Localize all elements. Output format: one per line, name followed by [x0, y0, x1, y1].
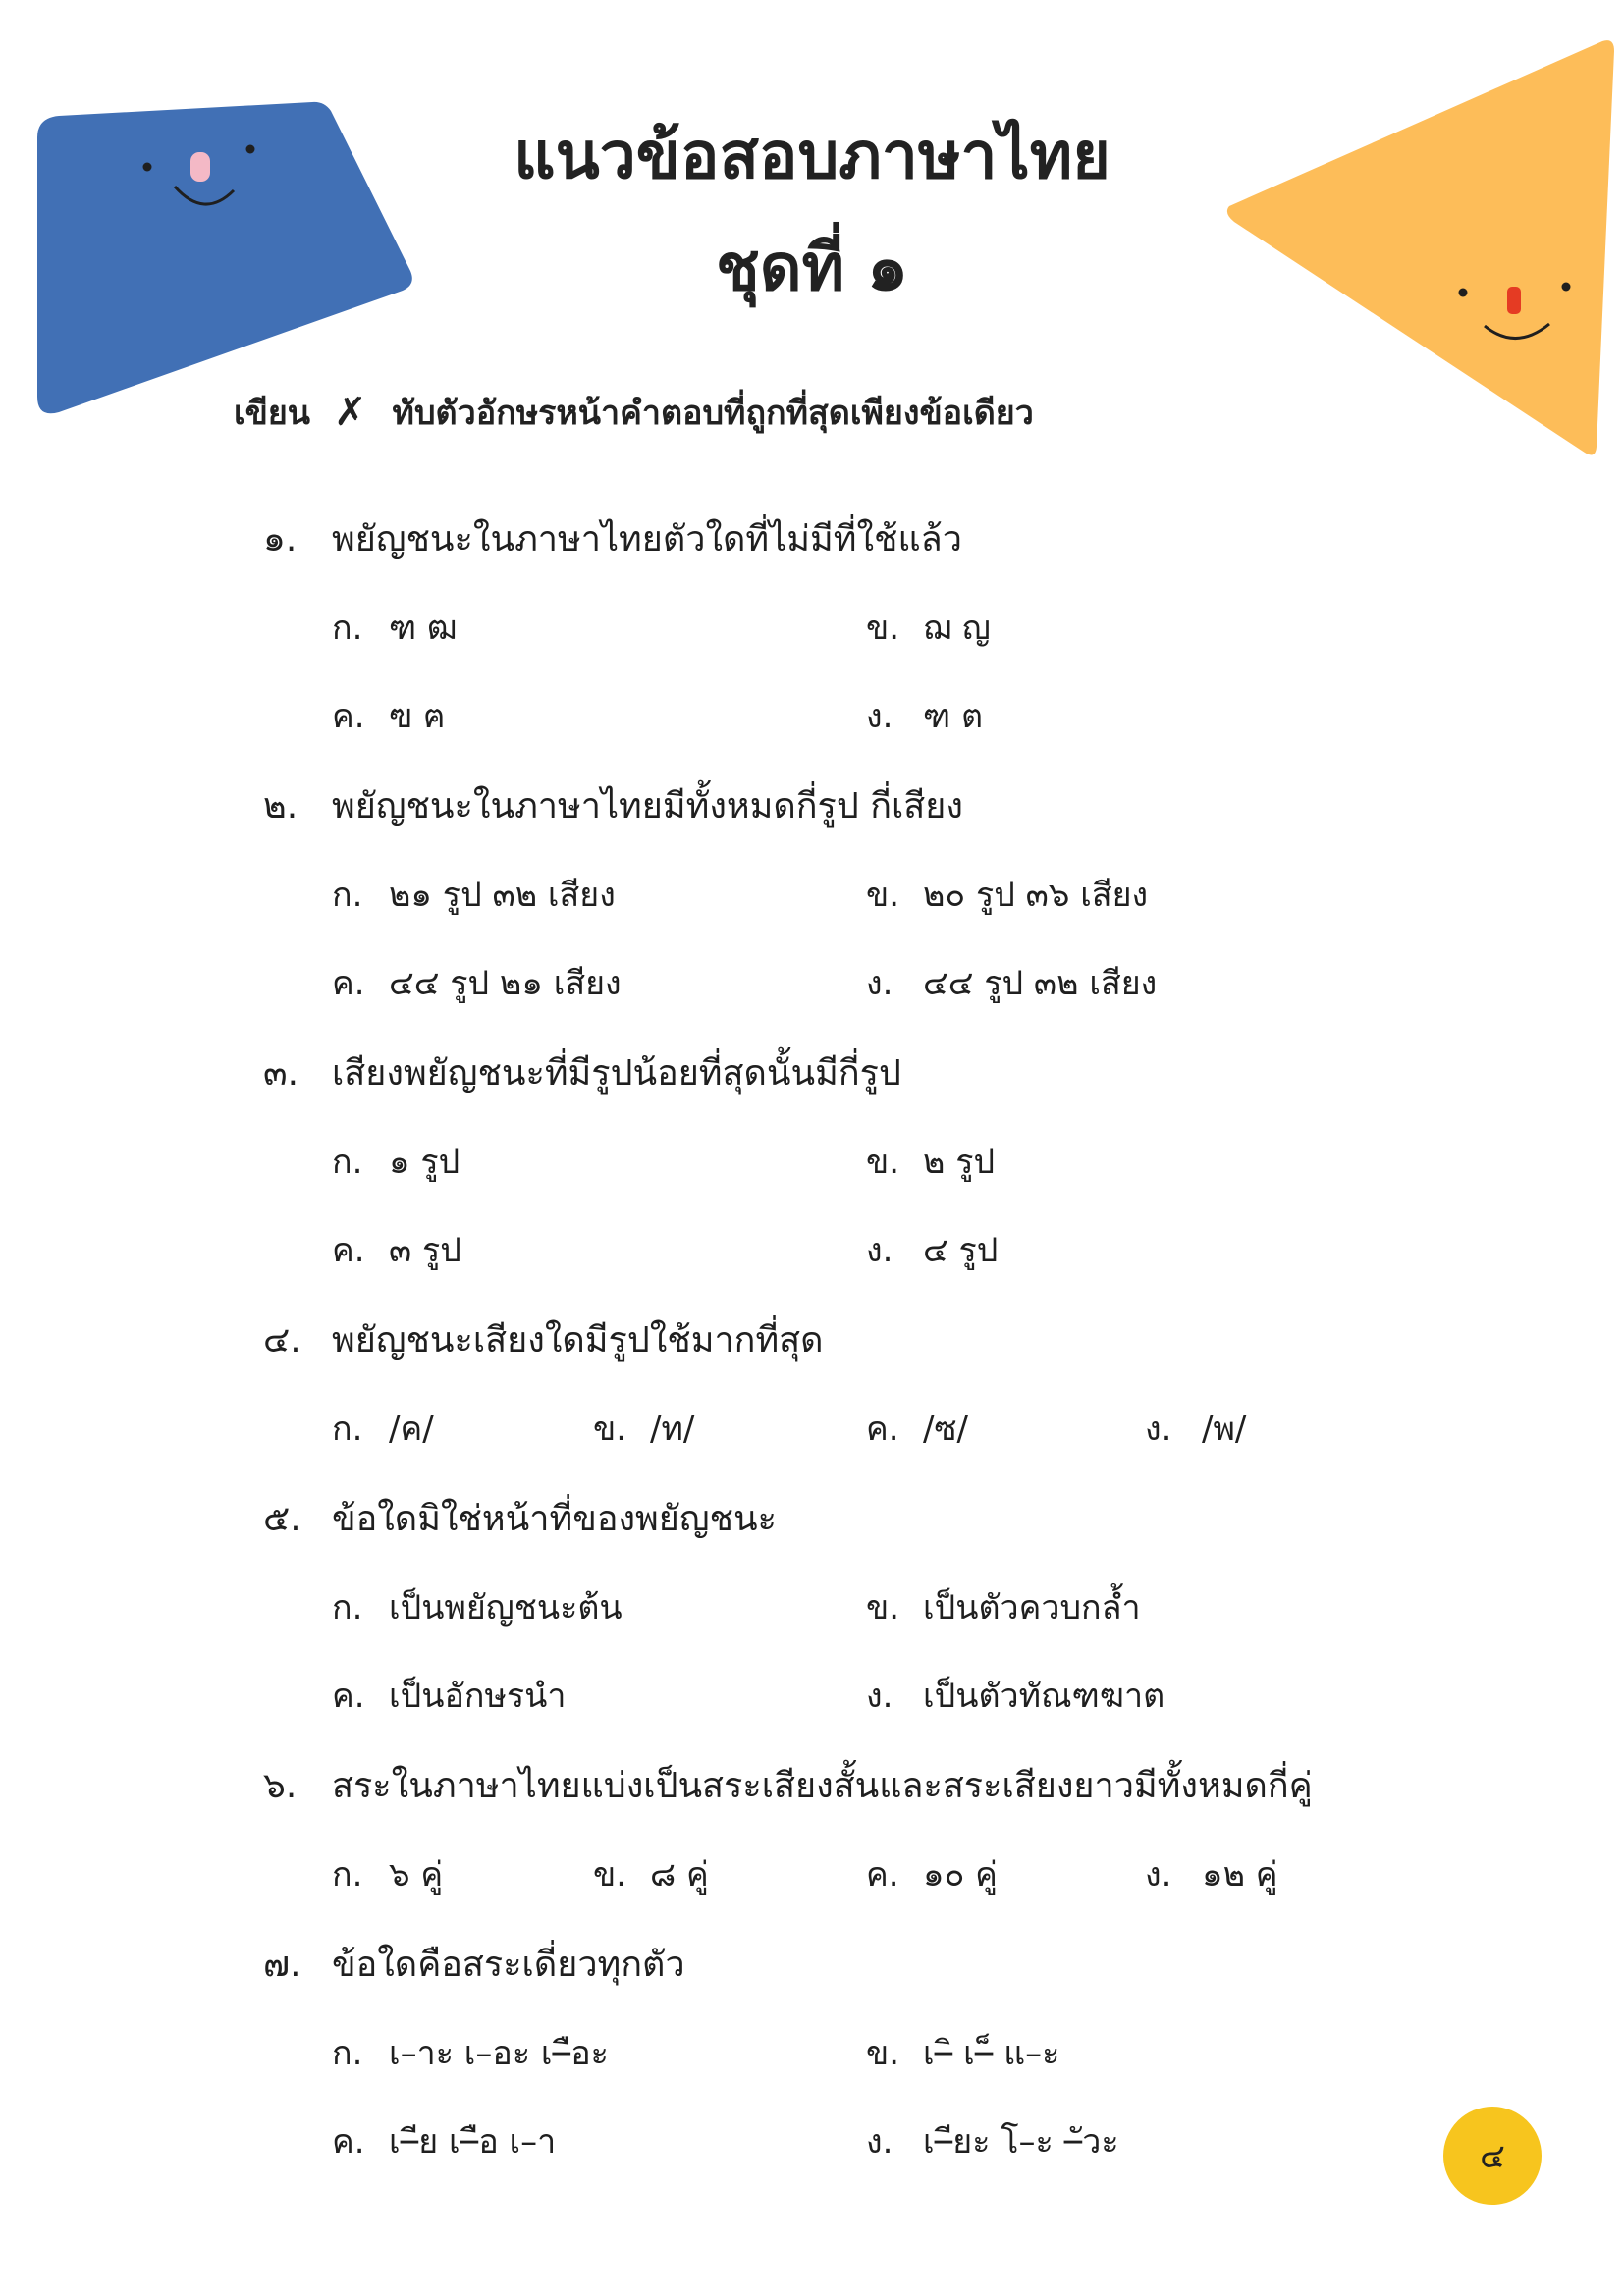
option-label: ค.	[332, 1677, 365, 1716]
option-label: ข.	[866, 876, 900, 915]
question-2-option-b[interactable]	[866, 870, 1148, 919]
question-2-option-c[interactable]	[332, 958, 622, 1007]
question-text: พยัญชนะในภาษาไทยตัวใดที่ไม่มีที่ใช้แล้ว	[332, 518, 962, 560]
page-number-badge	[1443, 2107, 1542, 2205]
option-label: ง.	[866, 2122, 893, 2162]
option-text: ๔ รูป	[923, 1231, 999, 1270]
option-text: ๒๑ รูป ๓๒ เสียง	[389, 876, 616, 915]
question-3-option-d[interactable]	[866, 1225, 998, 1274]
page-number: ๔	[1480, 2137, 1505, 2176]
question-number: ๑.	[263, 518, 298, 560]
option-label: ก.	[332, 1410, 363, 1449]
question-6-option-d[interactable]	[1145, 1849, 1278, 1898]
page-subtitle: ชุดที่ ๑	[715, 230, 909, 305]
question-text: ข้อใดมิใช่หน้าที่ของพยัญชนะ	[332, 1498, 777, 1539]
question-7-option-c[interactable]	[332, 2116, 556, 2165]
option-label: ข.	[866, 1143, 900, 1182]
option-text: ๑๐ คู่	[923, 1855, 998, 1895]
option-text: /พ/	[1202, 1410, 1247, 1449]
question-5-option-d[interactable]	[866, 1671, 1164, 1720]
question-number: ๒.	[263, 785, 298, 827]
option-label: ง.	[866, 697, 893, 736]
option-label: ข.	[593, 1410, 627, 1449]
question-1-option-a[interactable]	[332, 603, 458, 652]
option-text: ฌ ญ	[923, 609, 991, 648]
option-label: ข.	[866, 609, 900, 648]
question-text: พยัญชนะในภาษาไทยมีทั้งหมดกี่รูป กี่เสียง	[332, 785, 963, 827]
question-text: เสียงพยัญชนะที่มีรูปน้อยที่สุดนั้นมีกี่รูป	[332, 1052, 901, 1094]
question-5-option-c[interactable]	[332, 1671, 566, 1720]
question-4-option-d[interactable]	[1145, 1404, 1246, 1453]
question-number: ๗.	[263, 1944, 301, 1985]
option-label: ข.	[593, 1855, 627, 1895]
instruction	[234, 387, 1034, 438]
option-label: ง.	[1145, 1855, 1172, 1895]
option-text: เ–ิ เ–็ แ–ะ	[923, 2034, 1060, 2073]
question-number: ๕.	[263, 1498, 301, 1539]
option-text: ๖ คู่	[389, 1855, 444, 1895]
question-number: ๔.	[263, 1319, 301, 1361]
option-text: ฑ ต	[923, 697, 984, 736]
instruction-text: ทับตัวอักษรหน้าคำตอบที่ถูกที่สุดเพียงข้อเดียว	[392, 394, 1034, 433]
question-6-option-b[interactable]	[593, 1849, 709, 1898]
option-label: ก.	[332, 2034, 363, 2073]
question-2-option-d[interactable]	[866, 958, 1157, 1007]
question-7-option-a[interactable]	[332, 2028, 609, 2077]
question-5-option-a[interactable]	[332, 1582, 623, 1631]
option-label: ง.	[866, 1231, 893, 1270]
question-3-option-b[interactable]	[866, 1137, 995, 1186]
option-label: ก.	[332, 1855, 363, 1895]
option-label: ค.	[866, 1410, 899, 1449]
option-text: เ–ียะ โ–ะ –ัวะ	[923, 2122, 1119, 2162]
question-4-option-a[interactable]	[332, 1404, 434, 1453]
question-text: พยัญชนะเสียงใดมีรูปใช้มากที่สุด	[332, 1319, 824, 1361]
question-text: ข้อใดคือสระเดี่ยวทุกตัว	[332, 1944, 685, 1985]
page-title: แนวข้อสอบภาษาไทย	[514, 118, 1110, 193]
option-label: ข.	[866, 2034, 900, 2073]
option-text: ๔๔ รูป ๓๒ เสียง	[923, 964, 1158, 1003]
question-6-option-c[interactable]	[866, 1849, 998, 1898]
question-text: สระในภาษาไทยแบ่งเป็นสระเสียงสั้นและสระเสียงยาวมีทั้งหมดกี่คู่	[332, 1765, 1313, 1806]
option-text: เป็นพยัญชนะต้น	[389, 1588, 623, 1628]
question-4-option-b[interactable]	[593, 1404, 694, 1453]
question-1-option-c[interactable]	[332, 691, 446, 740]
question-7-option-b[interactable]	[866, 2028, 1059, 2077]
question-1-option-d[interactable]	[866, 691, 983, 740]
option-label: ง.	[866, 964, 893, 1003]
option-text: เป็นอักษรนำ	[389, 1677, 567, 1716]
option-text: ๒๐ รูป ๓๖ เสียง	[923, 876, 1149, 915]
instruction-prefix: เขียน	[234, 394, 311, 433]
option-text: ๒ รูป	[923, 1143, 996, 1182]
option-text: ๔๔ รูป ๒๑ เสียง	[389, 964, 622, 1003]
option-label: ก.	[332, 876, 363, 915]
option-text: ฑ ฒ	[389, 609, 458, 648]
option-text: เ–ีย เ–ือ เ–า	[389, 2122, 557, 2162]
option-label: ง.	[866, 1677, 893, 1716]
question-1-option-b[interactable]	[866, 603, 991, 652]
option-label: ค.	[332, 964, 365, 1003]
option-label: ก.	[332, 609, 363, 648]
option-label: ก.	[332, 1143, 363, 1182]
option-text: เป็นตัวทัณฑฆาต	[923, 1677, 1165, 1716]
x-mark-icon: ✗	[334, 390, 367, 435]
question-3-option-c[interactable]	[332, 1225, 461, 1274]
option-label: ง.	[1145, 1410, 1172, 1449]
option-text: /ค/	[389, 1410, 434, 1449]
question-number: ๓.	[263, 1052, 299, 1094]
option-text: ๘ คู่	[650, 1855, 709, 1895]
question-number: ๖.	[263, 1765, 298, 1806]
option-text: /ท/	[650, 1410, 695, 1449]
option-label: ข.	[866, 1588, 900, 1628]
question-7-option-d[interactable]	[866, 2116, 1119, 2165]
question-4-option-c[interactable]	[866, 1404, 968, 1453]
option-text: ๓ รูป	[389, 1231, 461, 1270]
option-text: เป็นตัวควบกล้ำ	[923, 1588, 1141, 1628]
question-3-option-a[interactable]	[332, 1137, 460, 1186]
option-label: ค.	[332, 1231, 365, 1270]
option-label: ค.	[866, 1855, 899, 1895]
option-text: ๑ รูป	[389, 1143, 460, 1182]
option-label: ค.	[332, 2122, 365, 2162]
option-text: ๑๒ คู่	[1202, 1855, 1278, 1895]
option-label: ก.	[332, 1588, 363, 1628]
option-label: ค.	[332, 697, 365, 736]
option-text: เ–าะ เ–อะ เ–ือะ	[389, 2034, 609, 2073]
question-6-option-a[interactable]	[332, 1849, 443, 1898]
option-text: ฃ ฅ	[389, 697, 446, 736]
question-2-option-a[interactable]	[332, 870, 616, 919]
question-5-option-b[interactable]	[866, 1582, 1141, 1631]
option-text: /ซ/	[923, 1410, 968, 1449]
